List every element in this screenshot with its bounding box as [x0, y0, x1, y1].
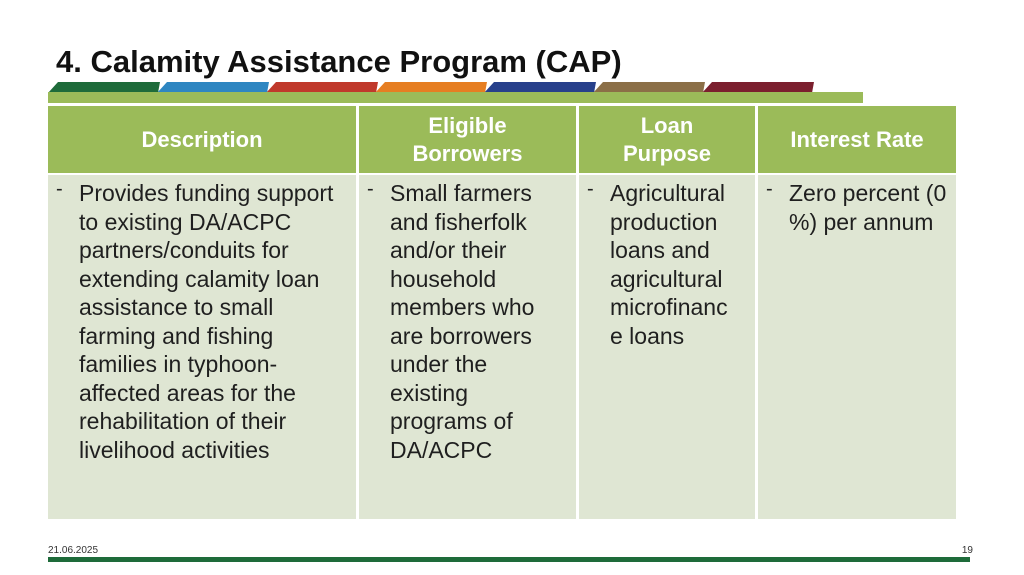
- stripe-segment: [48, 82, 160, 93]
- stripe-green-bar: [48, 92, 863, 103]
- header-eligible-borrowers: [359, 106, 576, 173]
- bullet-dash: -: [766, 178, 773, 200]
- header-interest-rate: [758, 106, 956, 173]
- page-number: 19: [961, 545, 973, 556]
- decorative-color-stripe: [48, 82, 863, 103]
- stripe-segment: [266, 82, 378, 93]
- header-description-label: Description: [141, 126, 263, 152]
- bullet-dash: -: [587, 178, 594, 200]
- stripe-segment: [484, 82, 596, 93]
- description-text: Provides funding support to existing DA/ACPC partners/conduits for extending calamity loan assistance to small farming and fishing families in typhoon-affected areas for the rehabilitation of their livelihood activities: [79, 180, 334, 463]
- header-loan-line2: Purpose: [622, 140, 712, 166]
- interest-rate-text: Zero percent (0 %) per annum: [789, 180, 947, 235]
- header-loan-purpose: [579, 106, 755, 173]
- header-interest-label: Interest Rate: [790, 126, 924, 152]
- stripe-segment: [702, 82, 814, 93]
- bullet-dash: -: [367, 178, 374, 200]
- cell-interest-rate: [758, 175, 956, 519]
- cell-eligible-borrowers: [359, 175, 576, 519]
- header-eligible-line1: Eligible: [428, 112, 507, 138]
- footer-date: 21.06.2025: [48, 545, 99, 556]
- bullet-dash: -: [56, 178, 63, 200]
- stripe-segment: [375, 82, 487, 93]
- loan-purpose-text: Agricultural production loans and agricultural microfinanc e loans: [610, 180, 728, 349]
- cell-loan-purpose: [579, 175, 755, 519]
- program-table: [48, 106, 956, 519]
- stripe-segment: [593, 82, 705, 93]
- stripe-segment: [157, 82, 269, 93]
- cell-description: [48, 175, 356, 519]
- eligible-borrowers-text: Small farmers and fisherfolk and/or their household members who are borrowers under the existing programs of DA/ACPC: [390, 180, 535, 463]
- footer-divider: [48, 557, 970, 562]
- header-description: [48, 106, 356, 173]
- header-loan-line1: Loan: [640, 112, 694, 138]
- header-eligible-line2: Borrowers: [412, 140, 523, 166]
- slide-title: 4. Calamity Assistance Program (CAP): [56, 44, 622, 79]
